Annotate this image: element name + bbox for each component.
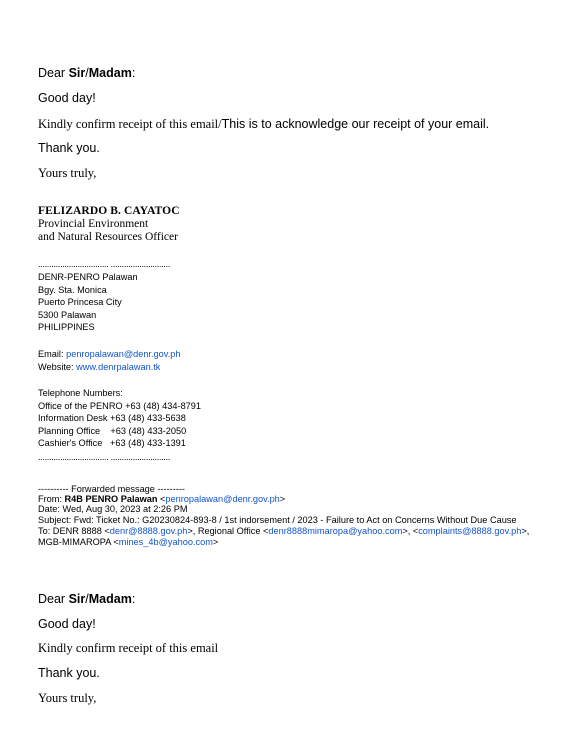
address-line: 5300 Palawan [38,309,97,320]
closing-2: Yours truly, [38,691,97,705]
address-line: Bgy. Sta. Monica [38,284,107,295]
to-email-link[interactable]: denr@8888.gov.ph [109,526,188,536]
to-label: To: DENR 8888 < [38,526,110,536]
signature-divider-2: ................................ ........................... [38,452,171,462]
address-line: DENR-PENRO Palawan [38,272,138,282]
signature-website-line [38,361,160,374]
signature-phones [38,387,201,450]
to-separator: >, Regional Office < [187,526,269,536]
signature-title-line1: Provincial Environment [38,218,149,230]
body-1 [38,117,489,132]
to-label: MGB-MIMAROPA < [38,537,119,547]
thanks-2: Thank you. [38,666,100,680]
forwarded-to [38,526,529,536]
website-link[interactable]: www.denrpalawan.tk [76,362,161,372]
greeting-sir: Sir [68,66,86,80]
from-name: R4B PENRO Palawan [64,494,158,504]
email-link[interactable]: penropalawan@denr.gov.ph [66,349,181,359]
body-1-serif: Kindly confirm receipt of this email/ [38,117,222,131]
forwarded-date: Date: Wed, Aug 30, 2023 at 2:26 PM [38,504,188,514]
phone-line: Office of the PENRO +63 (48) 434-8791 [38,400,202,411]
closing-1: Yours truly, [38,166,97,180]
good-day-1: Good day! [38,91,96,105]
greeting-prefix: Dear [38,592,69,606]
body-1-sans: This is to acknowledge our receipt of your email. [221,117,490,131]
forwarded-to-line2 [38,537,218,547]
greeting-sir: Sir [68,592,86,606]
phone-line: Cashier's Office +63 (48) 433-1391 [38,438,186,449]
email-label: Email: [38,349,67,359]
signature-divider: ................................ ........................... [38,259,171,269]
to-separator: > [212,537,219,547]
phone-line: Information Desk +63 (48) 433-5638 [38,413,186,424]
signature-name: FELIZARDO B. CAYATOC [38,205,180,217]
greeting-slash: / [85,66,89,80]
greeting-madam: Madam [88,592,132,606]
address-line: PHILIPPINES [38,322,95,333]
to-separator: >, [521,526,530,536]
greeting-colon: : [131,66,136,80]
from-label: From: [38,494,65,504]
signature-address [38,271,138,334]
forwarded-subject: Subject: Fwd: Ticket No.: G20230824-893-8 / 1st indorsement / 2023 - Failure to Act on Concerns Without Due Cause [38,515,517,525]
body-2: Kindly confirm receipt of this email [38,641,219,655]
thanks-1: Thank you. [38,141,100,155]
forwarded-header: ---------- Forwarded message --------- [38,484,185,494]
phones-heading: Telephone Numbers: [38,388,123,398]
to-separator: >, < [402,526,419,536]
forwarded-from [38,494,285,504]
signature-email-line [38,348,180,361]
phone-line: Planning Office +63 (48) 433-2050 [38,425,187,436]
to-email-link[interactable]: mines_4b@yahoo.com [118,537,213,547]
greeting-2 [38,592,135,606]
greeting-prefix: Dear [38,66,69,80]
from-bracket-open: < [157,494,166,504]
greeting-madam: Madam [88,66,132,80]
signature-title-line2: and Natural Resources Officer [38,231,178,243]
address-line: Puerto Princesa City [38,297,122,308]
greeting-1 [38,66,135,80]
to-email-link[interactable]: complaints@8888.gov.ph [418,526,522,536]
good-day-2: Good day! [38,617,96,631]
greeting-colon: : [131,592,136,606]
from-bracket-close: > [279,494,286,504]
from-email-link[interactable]: penropalawan@denr.gov.ph [165,494,280,504]
to-email-link[interactable]: denr8888mimaropa@yahoo.com [268,526,403,536]
greeting-slash: / [85,592,89,606]
website-label: Website: [38,362,77,372]
